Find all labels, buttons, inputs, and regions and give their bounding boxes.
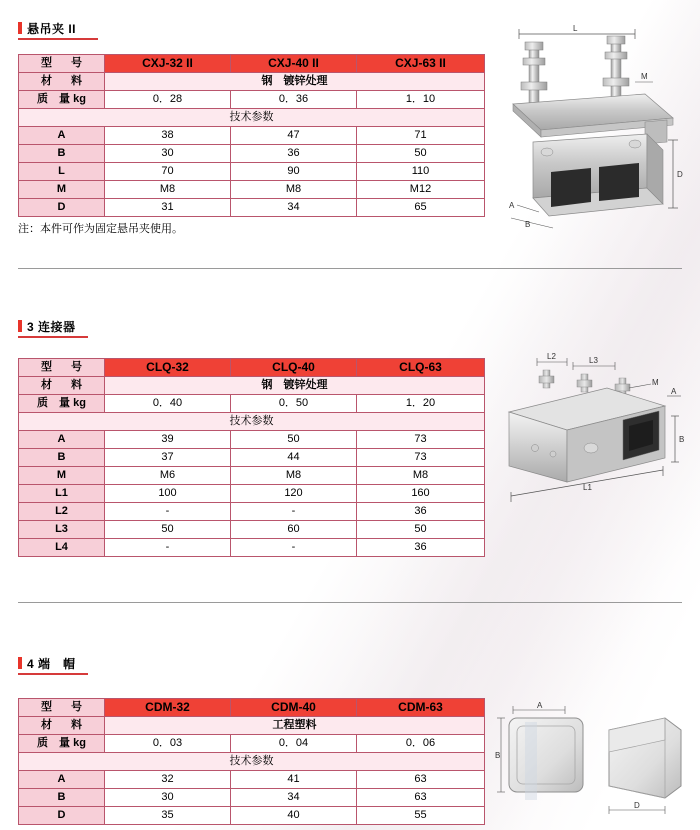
svg-text:M: M	[641, 72, 648, 81]
param-name-l1: L1	[19, 485, 105, 503]
param-b-value-3: 63	[357, 789, 485, 807]
model-header-1: CXJ-32 II	[105, 55, 231, 73]
param-l1-value-1: 100	[105, 485, 231, 503]
weight-value-1: 0．03	[105, 735, 231, 753]
table-row	[19, 485, 485, 503]
params-header: 技术参数	[19, 109, 485, 127]
table-row	[19, 91, 485, 109]
param-b-value-1: 37	[105, 449, 231, 467]
param-name-l2: L2	[19, 503, 105, 521]
table-row	[19, 413, 485, 431]
param-a-value-2: 47	[231, 127, 357, 145]
svg-text:L: L	[573, 24, 578, 33]
section-title-xuandiaojia2: 悬吊夹 II	[18, 20, 76, 37]
param-name-d: D	[19, 199, 105, 217]
param-m-value-3: M12	[357, 181, 485, 199]
param-l2-value-1: -	[105, 503, 231, 521]
row-label-model: 型 号	[19, 699, 105, 717]
param-d-value-2: 34	[231, 199, 357, 217]
param-a-value-3: 71	[357, 127, 485, 145]
param-l1-value-3: 160	[357, 485, 485, 503]
param-a-value-3: 73	[357, 431, 485, 449]
param-name-m: M	[19, 467, 105, 485]
svg-text:M: M	[652, 378, 659, 387]
param-b-value-2: 36	[231, 145, 357, 163]
param-m-value-2: M8	[231, 181, 357, 199]
weight-value-3: 1．20	[357, 395, 485, 413]
section-title-lianjieqi: 3 连接器	[18, 318, 76, 335]
table-row	[19, 521, 485, 539]
row-label-material: 材 料	[19, 717, 105, 735]
param-name-a: A	[19, 127, 105, 145]
model-header-2: CXJ-40 II	[231, 55, 357, 73]
table-row	[19, 145, 485, 163]
model-header-1: CLQ-32	[105, 359, 231, 377]
table-row	[19, 717, 485, 735]
table-row	[19, 539, 485, 557]
table-row	[19, 73, 485, 91]
param-name-b: B	[19, 145, 105, 163]
param-l2-value-2: -	[231, 503, 357, 521]
param-d-value-1: 35	[105, 807, 231, 825]
model-header-3: CXJ-63 II	[357, 55, 485, 73]
param-name-b: B	[19, 449, 105, 467]
param-name-a: A	[19, 771, 105, 789]
param-l4-value-2: -	[231, 539, 357, 557]
param-l3-value-1: 50	[105, 521, 231, 539]
weight-value-1: 0．40	[105, 395, 231, 413]
param-a-value-1: 39	[105, 431, 231, 449]
connector-drawing	[495, 350, 690, 535]
table-row	[19, 753, 485, 771]
param-l1-value-2: 120	[231, 485, 357, 503]
param-name-a: A	[19, 431, 105, 449]
divider-2	[18, 602, 682, 603]
param-a-value-3: 63	[357, 771, 485, 789]
row-label-weight: 质 量 kg	[19, 91, 105, 109]
table-row	[19, 377, 485, 395]
weight-value-2: 0．50	[231, 395, 357, 413]
section-title-underline	[18, 673, 88, 675]
svg-text:L2: L2	[547, 352, 556, 361]
divider-1	[18, 268, 682, 269]
spec-table-lianjieqi	[18, 358, 485, 557]
svg-text:B: B	[679, 435, 685, 444]
end-cap-drawing	[495, 700, 690, 825]
param-m-value-3: M8	[357, 467, 485, 485]
title-accent-bar	[18, 22, 22, 34]
param-l4-value-3: 36	[357, 539, 485, 557]
spec-table-xuandiaojia2	[18, 54, 485, 217]
param-b-value-1: 30	[105, 789, 231, 807]
svg-text:A: A	[671, 387, 677, 396]
weight-value-2: 0．04	[231, 735, 357, 753]
param-name-l4: L4	[19, 539, 105, 557]
table-row	[19, 771, 485, 789]
table-row	[19, 199, 485, 217]
row-label-material: 材 料	[19, 73, 105, 91]
param-name-b: B	[19, 789, 105, 807]
svg-text:B: B	[495, 751, 501, 760]
model-header-3: CLQ-63	[357, 359, 485, 377]
material-value: 钢 镀锌处理	[105, 73, 485, 91]
param-l3-value-3: 50	[357, 521, 485, 539]
model-header-3: CDM-63	[357, 699, 485, 717]
table-row	[19, 467, 485, 485]
illustration-xuandiaojia2	[495, 22, 690, 237]
param-d-value-3: 65	[357, 199, 485, 217]
param-name-l: L	[19, 163, 105, 181]
svg-text:A: A	[509, 201, 515, 210]
table-row	[19, 127, 485, 145]
param-d-value-1: 31	[105, 199, 231, 217]
param-l-value-2: 90	[231, 163, 357, 181]
table-row	[19, 789, 485, 807]
weight-value-1: 0．28	[105, 91, 231, 109]
param-l-value-1: 70	[105, 163, 231, 181]
table-row	[19, 181, 485, 199]
param-name-d: D	[19, 807, 105, 825]
illustration-lianjieqi	[495, 350, 690, 535]
param-l-value-3: 110	[357, 163, 485, 181]
table-row	[19, 735, 485, 753]
row-label-material: 材 料	[19, 377, 105, 395]
spec-table-duanmao	[18, 698, 485, 825]
param-b-value-2: 44	[231, 449, 357, 467]
svg-text:L3: L3	[589, 356, 598, 365]
illustration-duanmao	[495, 700, 690, 825]
weight-value-2: 0．36	[231, 91, 357, 109]
svg-text:D: D	[634, 801, 640, 810]
param-a-value-2: 50	[231, 431, 357, 449]
param-a-value-1: 32	[105, 771, 231, 789]
table-row	[19, 395, 485, 413]
param-b-value-1: 30	[105, 145, 231, 163]
param-name-l3: L3	[19, 521, 105, 539]
params-header: 技术参数	[19, 753, 485, 771]
param-d-value-3: 55	[357, 807, 485, 825]
table-row	[19, 449, 485, 467]
param-b-value-3: 73	[357, 449, 485, 467]
param-l4-value-1: -	[105, 539, 231, 557]
model-header-2: CLQ-40	[231, 359, 357, 377]
section-title-underline	[18, 38, 98, 40]
material-value: 工程塑料	[105, 717, 485, 735]
section-title-underline	[18, 336, 88, 338]
params-header: 技术参数	[19, 413, 485, 431]
param-m-value-2: M8	[231, 467, 357, 485]
svg-text:B: B	[525, 220, 531, 229]
title-accent-bar	[18, 657, 22, 669]
hanger-clamp-drawing	[495, 22, 690, 237]
table-row	[19, 163, 485, 181]
param-name-m: M	[19, 181, 105, 199]
param-l2-value-3: 36	[357, 503, 485, 521]
param-b-value-3: 50	[357, 145, 485, 163]
table-row	[19, 807, 485, 825]
weight-value-3: 0．06	[357, 735, 485, 753]
table-row	[19, 431, 485, 449]
table-row	[19, 109, 485, 127]
param-l3-value-2: 60	[231, 521, 357, 539]
row-label-weight: 质 量 kg	[19, 395, 105, 413]
param-d-value-2: 40	[231, 807, 357, 825]
section-title-duanmao: 4 端 帽	[18, 655, 76, 672]
param-m-value-1: M6	[105, 467, 231, 485]
svg-text:L1: L1	[583, 483, 592, 492]
note-xuandiaojia2: 注：本件可作为固定悬吊夹使用。	[18, 223, 183, 235]
table-row	[19, 503, 485, 521]
table-row	[19, 359, 485, 377]
svg-text:D: D	[677, 170, 683, 179]
param-a-value-1: 38	[105, 127, 231, 145]
weight-value-3: 1．10	[357, 91, 485, 109]
param-m-value-1: M8	[105, 181, 231, 199]
model-header-1: CDM-32	[105, 699, 231, 717]
svg-text:A: A	[537, 701, 543, 710]
param-b-value-2: 34	[231, 789, 357, 807]
row-label-model: 型 号	[19, 55, 105, 73]
table-row	[19, 699, 485, 717]
title-accent-bar	[18, 320, 22, 332]
row-label-model: 型 号	[19, 359, 105, 377]
material-value: 钢 镀锌处理	[105, 377, 485, 395]
row-label-weight: 质 量 kg	[19, 735, 105, 753]
model-header-2: CDM-40	[231, 699, 357, 717]
param-a-value-2: 41	[231, 771, 357, 789]
table-row	[19, 55, 485, 73]
